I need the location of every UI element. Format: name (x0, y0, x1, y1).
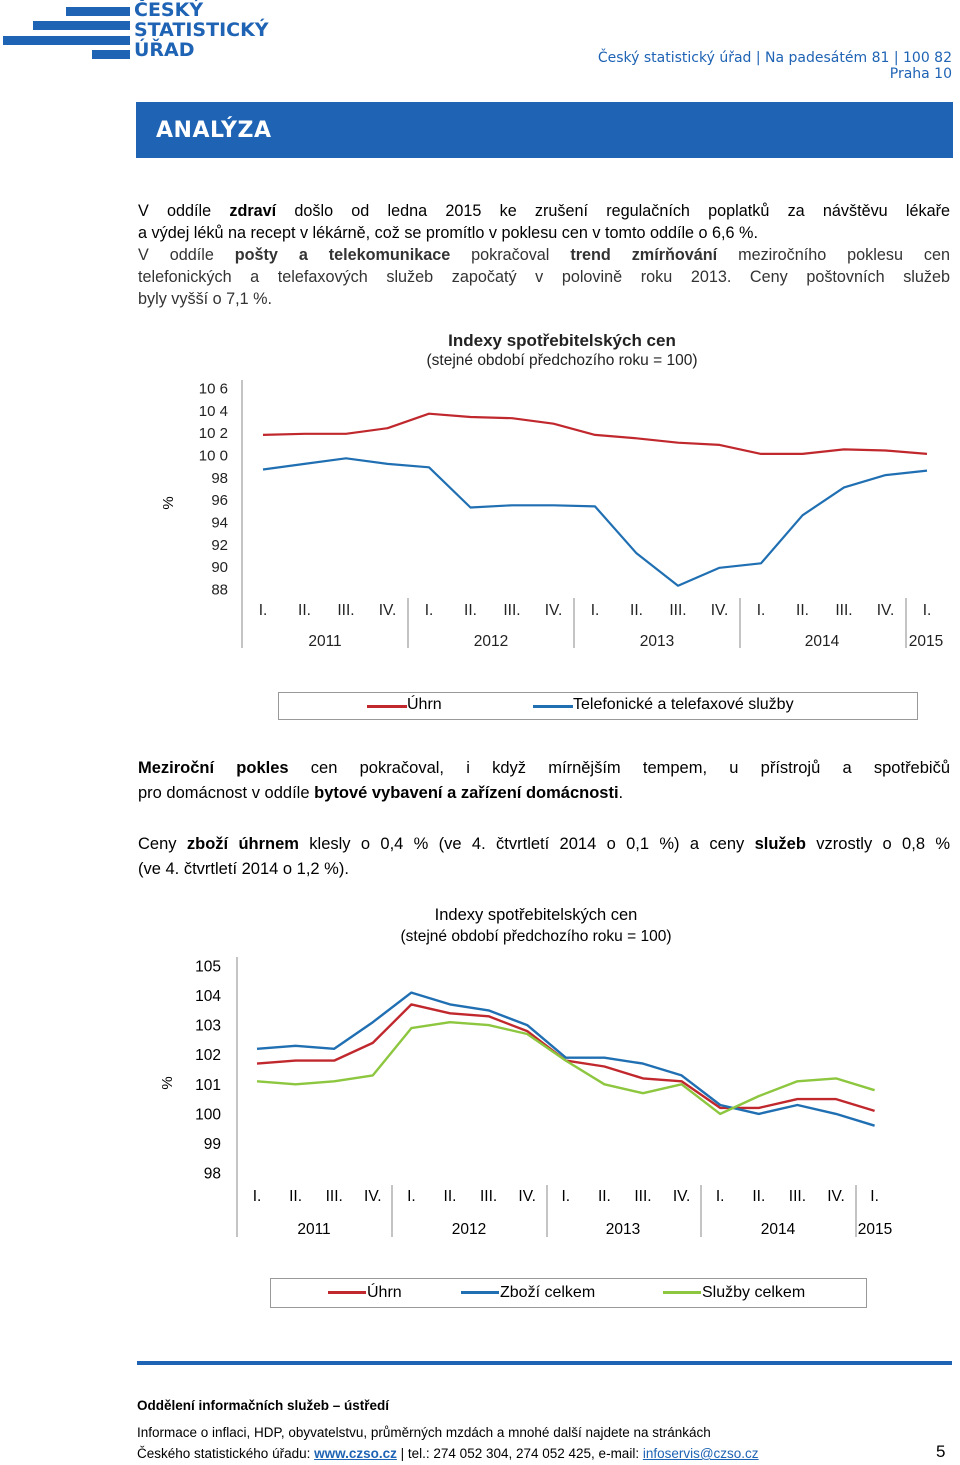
x-quarter-label: I. (870, 1188, 879, 1205)
x-year-label: 2014 (760, 1221, 796, 1238)
logo-text (134, 0, 274, 60)
p2-bold-pokles: Meziroční pokles (138, 759, 289, 777)
x-year-label: 2012 (473, 633, 509, 650)
y-tick-label: 102 (195, 1047, 221, 1065)
y-tick-label: 94 (211, 514, 228, 532)
x-quarter-label: II. (443, 1188, 457, 1205)
legend-label-uhrn: Úhrn (407, 696, 442, 713)
footer-contact: | tel.: 274 052 304, 274 052 425, e-mail: (396, 1446, 643, 1461)
logo-line-3: ÚŘAD (134, 39, 195, 61)
chart-2-legend (270, 1278, 867, 1308)
x-quarter-label: III. (669, 602, 687, 619)
x-year-label: 2015 (908, 633, 944, 650)
y-tick-label: 92 (211, 536, 228, 554)
chart-1-series (263, 414, 927, 586)
y-tick-label: 10 4 (198, 402, 228, 420)
chart-1-title: Indexy spotřebitelských cen (448, 331, 676, 350)
x-quarter-label: IV. (710, 602, 729, 619)
x-quarter-label: III. (325, 1188, 343, 1205)
legend-label-uhrn-2: Úhrn (367, 1284, 402, 1301)
legend-swatch-sluzby (663, 1291, 701, 1294)
y-tick-label: 10 6 (198, 380, 228, 398)
x-quarter-label: III. (788, 1188, 807, 1205)
x-quarter-label: III. (479, 1188, 498, 1205)
x-quarter-label: II. (630, 602, 643, 619)
p1-line-2: a výdej léků na recept v lékárně, což se promítlo v poklesu cen v tomto oddíle o 6,6 %. (138, 224, 758, 242)
y-tick-label: 90 (211, 559, 228, 577)
p3-line-1 (138, 832, 950, 857)
chart-2 (0, 895, 960, 1255)
legend-swatch-zbozi (461, 1291, 499, 1294)
x-year-label: 2012 (451, 1221, 487, 1238)
p2-bold-bytove: bytové vybavení a zařízení domácnosti (314, 784, 619, 802)
x-quarter-label: II. (752, 1188, 766, 1205)
series-line (263, 458, 927, 585)
p3-text: vzrostly o 0,8 % (805, 835, 951, 853)
x-quarter-label: I. (258, 602, 268, 619)
x-quarter-label: IV. (827, 1188, 845, 1205)
chart-2-title: Indexy spotřebitelských cen (434, 906, 638, 924)
x-quarter-label: III. (503, 602, 521, 619)
chart-1-ylabel: % (160, 496, 177, 510)
x-year-label: 2014 (804, 633, 840, 650)
page-number: 5 (936, 1442, 946, 1461)
x-quarter-label: IV. (518, 1188, 536, 1205)
footer-prefix: Českého statistického úřadu: (137, 1446, 315, 1461)
x-quarter-label: IV. (378, 602, 397, 619)
p3-line-2: (ve 4. čtvrtletí 2014 o 1,2 %). (138, 860, 349, 878)
y-tick-label: 105 (195, 958, 221, 976)
y-tick-label: 99 (203, 1135, 221, 1153)
x-year-label: 2013 (605, 1221, 641, 1238)
chart-2-yticks (195, 959, 221, 1183)
x-year-label: 2011 (297, 1221, 331, 1238)
section-title: ANALÝZA (156, 118, 272, 143)
p1-text: pokračoval (450, 246, 571, 264)
x-year-label: 2013 (639, 633, 675, 650)
p2-text: . (618, 784, 624, 802)
footer-info-line-2 (137, 1446, 759, 1461)
footer-department: Oddělení informačních služeb – ústředí (137, 1398, 390, 1413)
x-quarter-label: IV. (364, 1188, 382, 1205)
logo-line-2: STATISTICKÝ (134, 19, 269, 41)
chart-2-xlabels (253, 1188, 893, 1238)
y-tick-label: 98 (203, 1165, 221, 1183)
chart-2-ylabel: % (159, 1076, 176, 1090)
p1-line-5: byly vyšší o 7,1 %. (138, 290, 273, 308)
p1-text: V oddíle (138, 246, 235, 264)
x-quarter-label: II. (796, 602, 809, 619)
x-quarter-label: I. (407, 1188, 416, 1205)
y-tick-label: 10 0 (198, 447, 228, 465)
series-line (263, 414, 927, 454)
x-quarter-label: I. (715, 1188, 725, 1205)
y-tick-label: 101 (195, 1076, 221, 1094)
footer-info-line-1: Informace o inflaci, HDP, obyvatelstvu, průměrných mzdách a mnohé další najdete na stránkách (137, 1425, 711, 1440)
y-tick-label: 88 (211, 581, 228, 599)
x-year-label: 2015 (857, 1221, 893, 1238)
legend-swatch-telefon (533, 705, 573, 708)
y-tick-label: 103 (195, 1017, 221, 1035)
p1-text: meziročního poklesu cen (717, 246, 950, 264)
y-tick-label: 96 (211, 492, 228, 510)
x-quarter-label: II. (597, 1188, 611, 1205)
chart-1-legend (278, 692, 918, 720)
y-tick-label: 100 (195, 1106, 221, 1124)
x-quarter-label: II. (289, 1188, 303, 1205)
x-quarter-label: I. (424, 602, 434, 619)
x-quarter-label: II. (464, 602, 477, 619)
email-link[interactable]: infoservis@czso.cz (642, 1446, 759, 1461)
x-quarter-label: III. (337, 602, 355, 619)
chart-1-xlabels (259, 602, 944, 650)
paragraph-2 (138, 756, 950, 806)
y-tick-label: 10 2 (198, 425, 228, 443)
p2-text: pro domácnost v oddíle (138, 784, 315, 802)
x-quarter-label: II. (298, 602, 311, 619)
x-quarter-label: I. (252, 1188, 262, 1205)
chart-1-subtitle: (stejné období předchozího roku = 100) (426, 352, 698, 369)
x-quarter-label: IV. (876, 602, 895, 619)
logo-line-1: ČESKÝ (134, 0, 204, 21)
footer-rule (137, 1361, 952, 1365)
paragraph-3 (138, 832, 950, 882)
x-quarter-label: IV. (544, 602, 563, 619)
p1-bold-posty: pošty a telekomunikace (234, 246, 451, 264)
chart-1-yticks (199, 381, 228, 599)
p3-bold-zbozi: zboží úhrnem (186, 835, 299, 853)
x-quarter-label: I. (756, 602, 766, 619)
chart-2-series (257, 993, 875, 1126)
p1-line-1 (138, 200, 950, 222)
x-quarter-label: IV. (672, 1188, 691, 1205)
y-tick-label: 104 (195, 988, 221, 1006)
p3-text: klesly o 0,4 % (ve 4. čtvrtletí 2014 o 0,1 %) a ceny (298, 835, 755, 853)
p1-line-3 (138, 244, 950, 266)
p2-text: cen pokračoval, i když mírnějším tempem, u přístrojů a spotřebičů (288, 759, 951, 777)
x-quarter-label: III. (835, 602, 853, 619)
x-quarter-label: I. (922, 602, 932, 619)
legend-label-zbozi: Zboží celkem (500, 1284, 596, 1301)
header-address: Český statistický úřad | Na padesátém 81 | 100 82 Praha 10 (597, 50, 952, 82)
x-quarter-label: I. (561, 1188, 571, 1205)
p1-text: došlo od ledna 2015 ke zrušení regulačních poplatků za návštěvu lékaře (276, 202, 950, 220)
p1-text: V oddíle (138, 202, 230, 220)
chart-2-subtitle: (stejné období předchozího roku = 100) (400, 928, 672, 945)
series-line (257, 1022, 875, 1114)
chart-1 (0, 320, 960, 730)
website-link[interactable]: www.czso.cz (314, 1446, 397, 1461)
legend-swatch-uhrn-2 (328, 1291, 366, 1294)
p1-bold-trend: trend zmírňování (570, 246, 718, 264)
p1-line-4: telefonických a telefaxových služeb započatý v polovině roku 2013. Ceny poštovních služeb (138, 268, 950, 286)
p2-line-1 (138, 756, 950, 781)
p3-text: Ceny (138, 835, 187, 853)
p2-line-2 (138, 781, 950, 806)
paragraph-1 (138, 200, 950, 310)
p1-bold-zdravi: zdraví (229, 202, 277, 220)
p3-bold-sluzeb: služeb (754, 835, 806, 853)
y-tick-label: 98 (211, 469, 228, 487)
legend-label-sluzby: Služby celkem (702, 1284, 806, 1301)
legend-swatch-uhrn (367, 705, 407, 708)
legend-label-telefon: Telefonické a telefaxové služby (573, 696, 794, 713)
x-quarter-label: I. (590, 602, 600, 619)
x-quarter-label: III. (634, 1188, 652, 1205)
x-year-label: 2011 (308, 633, 342, 650)
